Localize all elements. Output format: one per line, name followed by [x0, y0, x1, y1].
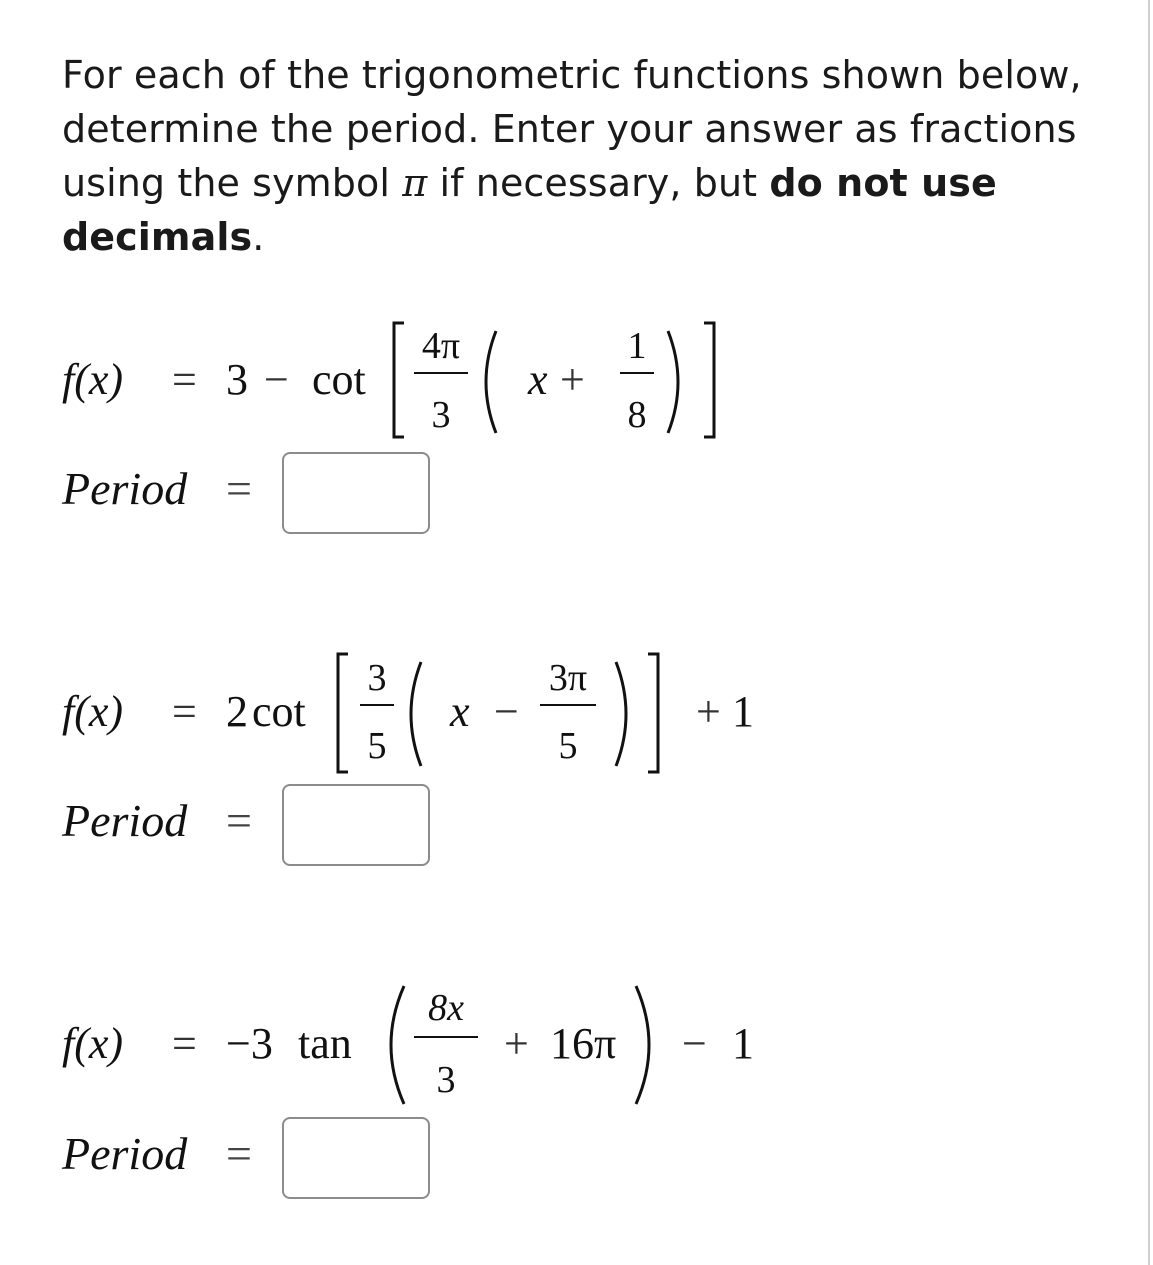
instructions-text-3: . [252, 215, 265, 259]
function-1-minus: − [264, 355, 289, 404]
function-3-arg-denominator: 3 [436, 1059, 456, 1101]
function-1-coef-numerator: 4π [421, 325, 461, 367]
function-3-equals: = [172, 1019, 197, 1068]
function-2-shift-denominator: 5 [558, 725, 578, 767]
instructions-text-1: For each of the trigonometric functions shown below, determine the period. Enter your answer as fractions using the symbol [62, 53, 1082, 205]
function-1-lhs: f(x) [62, 355, 124, 404]
function-2-variable: x [450, 687, 470, 736]
function-3-vertical-shift: 1 [732, 1019, 754, 1068]
function-2-shift-numerator: 3π [548, 657, 588, 699]
function-1-shift-numerator: 1 [627, 325, 647, 367]
function-2-lhs: f(x) [62, 687, 124, 736]
function-2-vertical-shift: 1 [732, 687, 754, 736]
function-1-equals: = [172, 355, 197, 404]
function-3-left-paren [391, 986, 404, 1104]
pi-symbol: π [402, 161, 428, 205]
function-2-plus: + [696, 687, 721, 736]
function-2-coef-numerator: 3 [367, 657, 387, 699]
instructions-bold: do not use decimals [62, 161, 997, 259]
function-3-plus: + [504, 1019, 529, 1068]
period-3-equals: = [226, 1128, 252, 1179]
period-2-equals: = [226, 795, 252, 846]
function-3-right-paren [636, 986, 649, 1104]
period-1-equals: = [226, 463, 252, 514]
instructions-text-2: if necessary, but [427, 161, 770, 205]
function-1-variable: x [528, 355, 548, 404]
function-2-coef-denominator: 5 [367, 725, 387, 767]
period-3-answer-input[interactable] [282, 1117, 430, 1199]
function-2-equals: = [172, 687, 197, 736]
function-3-lhs: f(x) [62, 1019, 124, 1068]
function-1-plus: + [560, 355, 585, 404]
function-2-func-name: cot [252, 687, 306, 736]
function-3-func-name: tan [298, 1019, 352, 1068]
function-1-shift-denominator: 8 [627, 394, 647, 436]
function-2-amplitude: 2 [226, 687, 248, 736]
function-1-func-name: cot [312, 355, 366, 404]
period-1-label: Period [62, 463, 188, 514]
period-3-label: Period [62, 1128, 188, 1179]
function-1-coef-denominator: 3 [431, 394, 451, 436]
function-1-constant: 3 [226, 355, 248, 404]
function-3-amplitude: −3 [226, 1019, 273, 1068]
function-3-phase-shift: 16π [550, 1019, 617, 1068]
function-2-minus: − [494, 687, 519, 736]
function-3-arg-numerator: 8x [428, 987, 464, 1029]
function-3-minus: − [682, 1019, 707, 1068]
period-2-label: Period [62, 795, 188, 846]
